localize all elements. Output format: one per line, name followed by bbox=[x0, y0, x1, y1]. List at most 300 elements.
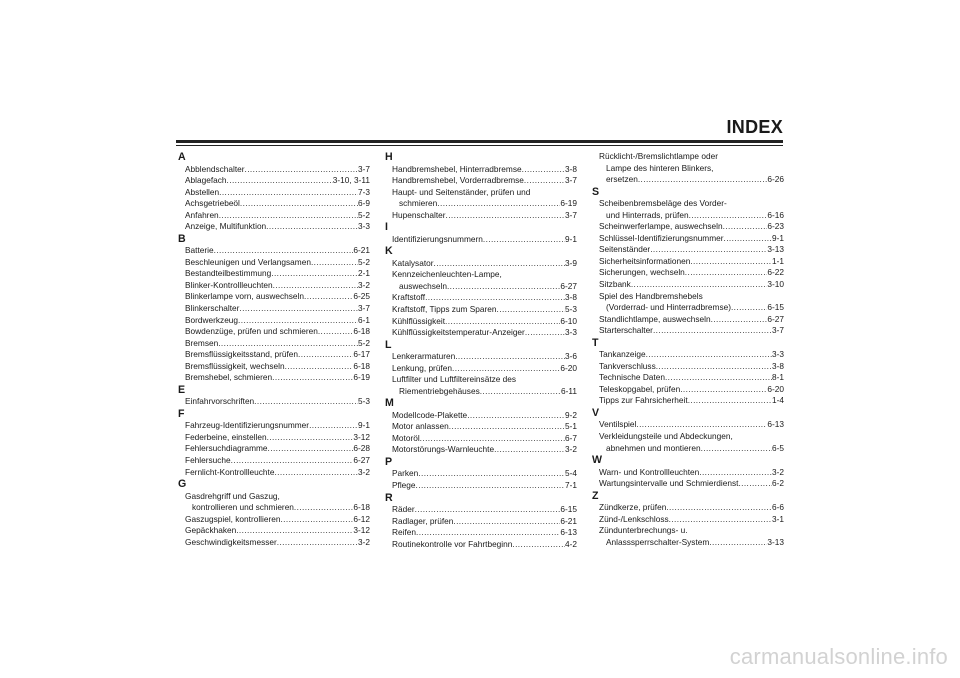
index-entry-text: Räder bbox=[392, 504, 415, 515]
index-entry[interactable] bbox=[385, 433, 577, 445]
index-entry[interactable] bbox=[178, 175, 370, 187]
index-entry-text: Sicherheitsinformationen bbox=[599, 255, 691, 266]
dot-leader bbox=[416, 480, 565, 492]
index-page-ref: 9-1 bbox=[772, 232, 784, 243]
index-entry[interactable] bbox=[592, 419, 784, 431]
index-entry-text: Technische Daten bbox=[599, 372, 665, 383]
dot-leader bbox=[219, 210, 358, 222]
index-page-ref: 3-8 bbox=[565, 163, 577, 174]
header-rule-thick bbox=[176, 140, 783, 143]
index-page-ref: 6-15 bbox=[767, 302, 784, 313]
index-entry-text: Handbremshebel, Vorderradbremse bbox=[392, 175, 524, 186]
index-page-ref: 6-18 bbox=[353, 360, 370, 371]
index-page-ref: 1-4 bbox=[772, 395, 784, 406]
index-letter-heading: E bbox=[178, 383, 186, 396]
index-entry[interactable] bbox=[592, 384, 784, 396]
index-page-ref: 3-12 bbox=[353, 525, 370, 536]
index-entry[interactable] bbox=[178, 245, 370, 257]
index-entry-text: Scheinwerferlampe, auswechseln bbox=[599, 221, 723, 232]
index-page-ref: 6-19 bbox=[560, 198, 577, 209]
index-page-ref: 6-27 bbox=[353, 455, 370, 466]
dot-leader bbox=[685, 267, 768, 279]
index-entry[interactable] bbox=[385, 444, 577, 456]
index-page-ref: 6-13 bbox=[767, 419, 784, 430]
index-entry-text: Anlasssperrschalter-System bbox=[606, 536, 710, 547]
index-entry[interactable] bbox=[178, 420, 370, 432]
index-entry[interactable] bbox=[178, 303, 370, 315]
index-entry[interactable] bbox=[592, 198, 784, 221]
dot-leader bbox=[309, 420, 358, 432]
index-letter-heading: L bbox=[385, 338, 392, 351]
index-page-ref: 1-1 bbox=[772, 255, 784, 266]
index-page-ref: 3-3 bbox=[565, 327, 577, 338]
index-entry-text: Lenkerarmaturen bbox=[392, 351, 456, 362]
index-entry-text: Lenkung, prüfen bbox=[392, 362, 452, 373]
index-entry[interactable] bbox=[592, 525, 784, 548]
index-entry-text: Modellcode-Plakette bbox=[392, 409, 468, 420]
header-rule-thin bbox=[176, 145, 783, 146]
index-letter-heading: K bbox=[385, 245, 393, 258]
index-entry[interactable] bbox=[178, 525, 370, 537]
dot-leader bbox=[254, 396, 358, 408]
index-page-ref: 3-7 bbox=[358, 163, 370, 174]
dot-leader bbox=[522, 164, 565, 176]
index-column-2 bbox=[385, 151, 577, 550]
index-entry[interactable] bbox=[385, 363, 577, 375]
index-entry[interactable] bbox=[592, 372, 784, 384]
dot-leader bbox=[218, 338, 358, 350]
dot-leader bbox=[416, 527, 560, 539]
index-entry-text: Verkleidungsteile und Abdeckungen, bbox=[599, 430, 733, 441]
index-entry-text: Federbeine, einstellen bbox=[185, 431, 267, 442]
dot-leader bbox=[437, 198, 560, 210]
index-entry[interactable] bbox=[592, 431, 784, 454]
index-entry[interactable] bbox=[592, 325, 784, 337]
index-page-ref: 6-27 bbox=[767, 313, 784, 324]
index-page-ref: 3-8 bbox=[565, 292, 577, 303]
dot-leader bbox=[267, 432, 354, 444]
index-entry-text: (Vorderrad- und Hinterradbremse) bbox=[606, 302, 731, 313]
index-entry-text: Schlüssel-Identifizierungsnummer bbox=[599, 232, 724, 243]
index-entry-text: Kraftstoff bbox=[392, 292, 426, 303]
index-entry-text: Bremsflüssigkeit, wechseln bbox=[185, 360, 285, 371]
index-page-ref: 3-7 bbox=[358, 303, 370, 314]
index-entry[interactable] bbox=[385, 304, 577, 316]
dot-leader bbox=[455, 351, 565, 363]
dot-leader bbox=[445, 316, 560, 328]
index-entry-text: Handbremshebel, Hinterradbremse bbox=[392, 163, 522, 174]
dot-leader bbox=[231, 455, 354, 467]
index-entry-text: Hupenschalter bbox=[392, 209, 446, 220]
index-entry[interactable] bbox=[385, 539, 577, 551]
index-page-ref: 6-25 bbox=[353, 291, 370, 302]
index-entry-text: Zünd-/Lenkschloss bbox=[599, 513, 669, 524]
index-page-ref: 3-3 bbox=[358, 221, 370, 232]
index-entry[interactable] bbox=[178, 349, 370, 361]
index-entry-text: Zündkerze, prüfen bbox=[599, 502, 667, 513]
index-entry[interactable] bbox=[178, 396, 370, 408]
index-entry-text: Teleskopgabel, prüfen bbox=[599, 383, 681, 394]
index-entry[interactable] bbox=[178, 315, 370, 327]
index-entry-text: Katalysator bbox=[392, 257, 434, 268]
index-letter-heading: R bbox=[385, 491, 393, 504]
index-entry[interactable] bbox=[385, 480, 577, 492]
index-page-ref: 3-13 bbox=[767, 536, 784, 547]
index-entry-text: Motorstörungs-Warnleuchte bbox=[392, 444, 495, 455]
index-entry[interactable] bbox=[385, 292, 577, 304]
dot-leader bbox=[680, 384, 767, 396]
index-entry-text: ersetzen bbox=[606, 174, 638, 185]
index-entry[interactable] bbox=[385, 164, 577, 176]
index-entry-text: Zündunterbrechungs- u. bbox=[599, 525, 688, 536]
index-entry-text: Scheibenbremsbeläge des Vorder- bbox=[599, 198, 727, 209]
index-page-ref: 8-1 bbox=[772, 372, 784, 383]
dot-leader bbox=[638, 174, 768, 186]
dot-leader bbox=[650, 244, 767, 256]
index-entry[interactable] bbox=[592, 514, 784, 526]
index-letter-heading: G bbox=[178, 478, 187, 491]
index-entry[interactable] bbox=[178, 455, 370, 467]
index-entry-text: Pflege bbox=[392, 480, 416, 491]
index-entry-text: Standlichtlampe, auswechseln bbox=[599, 313, 711, 324]
index-entry-text: schmieren bbox=[399, 198, 438, 209]
index-page-ref: 6-27 bbox=[560, 280, 577, 291]
dot-leader bbox=[214, 245, 354, 257]
index-entry-text: Ablagefach bbox=[185, 175, 227, 186]
index-entry-text: Sicherungen, wechseln bbox=[599, 267, 685, 278]
index-entry-text: Gaszugspiel, kontrollieren bbox=[185, 513, 281, 524]
index-page-ref: 3-8 bbox=[772, 360, 784, 371]
index-entry[interactable] bbox=[385, 421, 577, 433]
index-entry[interactable] bbox=[592, 395, 784, 407]
dot-leader bbox=[688, 395, 772, 407]
index-page-ref: 7-3 bbox=[358, 186, 370, 197]
index-page-ref: 3-2 bbox=[772, 466, 784, 477]
index-page-ref: 3-3 bbox=[772, 349, 784, 360]
index-entry[interactable] bbox=[385, 316, 577, 328]
index-entry[interactable] bbox=[385, 327, 577, 339]
index-entry[interactable] bbox=[178, 268, 370, 280]
index-page-ref: 7-1 bbox=[565, 480, 577, 491]
index-page-ref: 5-2 bbox=[358, 337, 370, 348]
index-entry[interactable] bbox=[592, 267, 784, 279]
index-entry[interactable] bbox=[592, 221, 784, 233]
index-letter-heading: Z bbox=[592, 489, 599, 502]
index-entry[interactable] bbox=[592, 361, 784, 373]
index-entry[interactable] bbox=[385, 351, 577, 363]
index-entry[interactable] bbox=[178, 514, 370, 526]
index-entry-text: Kühlflüssigkeitstemperatur-Anzeiger bbox=[392, 327, 525, 338]
index-entry[interactable] bbox=[178, 491, 370, 514]
index-entry-text: Bowdenzüge, prüfen und schmieren bbox=[185, 326, 318, 337]
index-entry[interactable] bbox=[385, 410, 577, 422]
index-entry-text: Haupt- und Seitenständer, prüfen und bbox=[392, 186, 531, 197]
dot-leader bbox=[268, 443, 354, 455]
index-entry-text: Motoröl bbox=[392, 432, 420, 443]
index-entry[interactable] bbox=[385, 175, 577, 187]
index-entry-text: Gasdrehgriff und Gaszug, bbox=[185, 490, 280, 501]
index-entry[interactable] bbox=[385, 258, 577, 270]
dot-leader bbox=[646, 349, 772, 361]
dot-leader bbox=[689, 210, 768, 222]
index-entry-text: Fernlicht-Kontrollleuchte bbox=[185, 466, 275, 477]
index-entry[interactable] bbox=[178, 432, 370, 444]
dot-leader bbox=[236, 525, 353, 537]
index-entry-text: Bremshebel, schmieren bbox=[185, 372, 273, 383]
index-entry-text: Motor anlassen bbox=[392, 421, 449, 432]
index-page-ref: 3-2 bbox=[565, 444, 577, 455]
index-entry-text: Bremsflüssigkeitsstand, prüfen bbox=[185, 349, 298, 360]
index-page-ref: 2-1 bbox=[358, 268, 370, 279]
index-entry[interactable] bbox=[592, 478, 784, 490]
index-column-3 bbox=[592, 151, 784, 548]
index-entry-text: Einfahrvorschriften bbox=[185, 396, 255, 407]
index-entry[interactable] bbox=[592, 244, 784, 256]
dot-leader bbox=[636, 419, 767, 431]
dot-leader bbox=[669, 514, 772, 526]
index-entry-text: Starterschalter bbox=[599, 325, 653, 336]
index-entry-text: Tankverschluss bbox=[599, 360, 656, 371]
index-entry-text: Tankanzeige bbox=[599, 349, 646, 360]
index-entry[interactable] bbox=[178, 291, 370, 303]
dot-leader bbox=[656, 361, 772, 373]
index-entry[interactable] bbox=[592, 467, 784, 479]
dot-leader bbox=[311, 257, 358, 269]
index-entry-text: Ventilspiel bbox=[599, 419, 637, 430]
dot-leader bbox=[425, 292, 565, 304]
index-entry[interactable] bbox=[178, 372, 370, 384]
dot-leader bbox=[709, 537, 767, 549]
dot-leader bbox=[294, 502, 353, 514]
dot-leader bbox=[494, 444, 565, 456]
index-page-ref: 3-2 bbox=[358, 466, 370, 477]
index-page-ref: 3-7 bbox=[565, 209, 577, 220]
dot-leader bbox=[245, 164, 358, 176]
index-entry-text: abnehmen und montieren bbox=[606, 442, 701, 453]
dot-leader bbox=[731, 302, 767, 314]
index-letter-heading: S bbox=[592, 185, 600, 198]
dot-leader bbox=[631, 279, 768, 291]
index-entry[interactable] bbox=[385, 210, 577, 222]
index-column-1 bbox=[178, 151, 370, 548]
dot-leader bbox=[227, 175, 333, 187]
index-entry-text: Fahrzeug-Identifizierungsnummer bbox=[185, 420, 310, 431]
index-entry-text: Rücklicht-/Bremslichtlampe oder bbox=[599, 151, 718, 161]
index-page-ref: 6-10 bbox=[560, 315, 577, 326]
dot-leader bbox=[304, 291, 353, 303]
index-page-ref: 6-16 bbox=[767, 209, 784, 220]
index-entry[interactable] bbox=[178, 537, 370, 549]
index-page-ref: 6-11 bbox=[561, 385, 577, 396]
dot-leader bbox=[239, 303, 358, 315]
index-page-ref: 3-2 bbox=[358, 536, 370, 547]
index-entry[interactable] bbox=[178, 467, 370, 479]
index-entry-text: Abblendschalter bbox=[185, 163, 245, 174]
index-page-ref: 6-26 bbox=[767, 174, 784, 185]
index-entry[interactable] bbox=[178, 361, 370, 373]
index-letter-heading: B bbox=[178, 232, 186, 245]
index-page-ref: 6-22 bbox=[767, 267, 784, 278]
index-entry-text: Spiel des Handbremshebels bbox=[599, 290, 703, 301]
index-page-ref: 6-2 bbox=[772, 478, 784, 489]
index-entry[interactable] bbox=[385, 516, 577, 528]
index-entry[interactable] bbox=[592, 349, 784, 361]
index-entry[interactable] bbox=[592, 256, 784, 268]
dot-leader bbox=[480, 386, 561, 398]
index-entry[interactable] bbox=[592, 502, 784, 514]
index-entry-text: Bordwerkzeug bbox=[185, 314, 239, 325]
index-entry[interactable] bbox=[592, 314, 784, 326]
index-page-ref: 3-10 bbox=[767, 278, 784, 289]
index-entry[interactable] bbox=[385, 269, 577, 292]
dot-leader bbox=[724, 233, 772, 245]
index-entry-text: Geschwindigkeitsmesser bbox=[185, 536, 277, 547]
index-entry[interactable] bbox=[178, 257, 370, 269]
index-page-ref: 6-19 bbox=[353, 372, 370, 383]
dot-leader bbox=[449, 421, 565, 433]
index-page-ref: 6-18 bbox=[353, 326, 370, 337]
dot-leader bbox=[512, 539, 565, 551]
index-page-ref: 5-4 bbox=[565, 468, 577, 479]
index-entry[interactable] bbox=[178, 164, 370, 176]
index-entry-text: Fehlersuchdiagramme bbox=[185, 443, 268, 454]
index-page-ref: 3-1 bbox=[772, 513, 784, 524]
dot-leader bbox=[446, 210, 565, 222]
index-entry-text: kontrollieren und schmieren bbox=[192, 502, 294, 513]
index-entry[interactable] bbox=[178, 198, 370, 210]
dot-leader bbox=[497, 304, 565, 316]
dot-leader bbox=[653, 325, 772, 337]
index-page-ref: 3-12 bbox=[353, 431, 370, 442]
index-entry[interactable] bbox=[385, 468, 577, 480]
index-entry-text: Identifizierungsnummern bbox=[392, 233, 483, 244]
index-entry-text: Abstellen bbox=[185, 186, 220, 197]
index-entry-text: Routinekontrolle vor Fahrtbeginn bbox=[392, 538, 513, 549]
dot-leader bbox=[711, 314, 768, 326]
index-page-ref: 9-1 bbox=[565, 233, 577, 244]
index-entry[interactable] bbox=[385, 374, 577, 397]
dot-leader bbox=[452, 363, 560, 375]
index-entry-text: Kennzeichenleuchten-Lampe, bbox=[392, 269, 502, 280]
index-page-ref: 6-17 bbox=[353, 349, 370, 360]
index-entry-text: Tipps zur Fahrsicherheit bbox=[599, 395, 688, 406]
index-page-ref: 9-1 bbox=[358, 420, 370, 431]
index-entry-text: Kraftstoff, Tipps zum Sparen bbox=[392, 303, 497, 314]
index-entry[interactable] bbox=[592, 151, 784, 186]
index-entry-text: Kühlflüssigkeit bbox=[392, 315, 446, 326]
index-entry-text: Anzeige, Multifunktion bbox=[185, 221, 267, 232]
index-entry-text: auswechseln bbox=[399, 280, 447, 291]
dot-leader bbox=[434, 258, 565, 270]
index-entry-text: Achsgetriebeöl bbox=[185, 198, 240, 209]
index-page-ref: 5-3 bbox=[358, 396, 370, 407]
index-page-ref: 5-2 bbox=[358, 209, 370, 220]
index-page-ref: 3-7 bbox=[565, 175, 577, 186]
dot-leader bbox=[274, 467, 358, 479]
index-page-ref: 6-18 bbox=[353, 502, 370, 513]
dot-leader bbox=[723, 221, 768, 233]
dot-leader bbox=[524, 175, 565, 187]
index-entry-text: Blinker-Kontrollleuchten bbox=[185, 279, 273, 290]
index-page-ref: 6-28 bbox=[353, 443, 370, 454]
dot-leader bbox=[298, 349, 353, 361]
index-entry[interactable] bbox=[385, 234, 577, 246]
index-entry-text: Bestandteilbestimmung bbox=[185, 268, 272, 279]
dot-leader bbox=[666, 502, 772, 514]
index-page-ref: 6-6 bbox=[772, 502, 784, 513]
index-page-ref: 6-20 bbox=[560, 362, 577, 373]
index-entry[interactable] bbox=[178, 210, 370, 222]
index-entry[interactable] bbox=[592, 291, 784, 314]
index-entry[interactable] bbox=[178, 326, 370, 338]
index-entry[interactable] bbox=[178, 280, 370, 292]
index-page-ref: 3-6 bbox=[565, 351, 577, 362]
dot-leader bbox=[266, 221, 358, 233]
index-page-ref: 6-20 bbox=[767, 383, 784, 394]
index-page-ref: 3-2 bbox=[358, 279, 370, 290]
index-entry[interactable] bbox=[592, 279, 784, 291]
dot-leader bbox=[701, 443, 772, 455]
index-entry-text: Lampe des hinteren Blinkers, bbox=[606, 162, 714, 173]
index-letter-heading: M bbox=[385, 397, 394, 410]
index-letter-heading: A bbox=[178, 151, 186, 163]
index-page-ref: 5-1 bbox=[565, 421, 577, 432]
page-title: INDEX bbox=[726, 117, 783, 137]
index-letter-heading: F bbox=[178, 407, 185, 420]
dot-leader bbox=[665, 372, 772, 384]
dot-leader bbox=[525, 327, 565, 339]
index-page-ref: 6-7 bbox=[565, 432, 577, 443]
index-page-ref: 3-13 bbox=[767, 244, 784, 255]
index-entry[interactable] bbox=[178, 338, 370, 350]
index-entry-text: Parken bbox=[392, 468, 419, 479]
index-entry[interactable] bbox=[178, 443, 370, 455]
index-entry-text: Warn- und Kontrollleuchten bbox=[599, 466, 700, 477]
index-entry[interactable] bbox=[592, 233, 784, 245]
dot-leader bbox=[415, 504, 561, 516]
index-entry-text: Sitzbank bbox=[599, 278, 631, 289]
index-entry[interactable] bbox=[178, 221, 370, 233]
index-entry-text: Radlager, prüfen bbox=[392, 515, 454, 526]
dot-leader bbox=[219, 187, 358, 199]
index-page-ref: 3-10, 3-11 bbox=[332, 175, 370, 186]
index-entry-text: Wartungsintervalle und Schmierdienst bbox=[599, 478, 739, 489]
index-page-ref: 3-9 bbox=[565, 257, 577, 268]
index-page-ref: 6-15 bbox=[560, 504, 577, 515]
index-entry[interactable] bbox=[385, 527, 577, 539]
dot-leader bbox=[277, 537, 358, 549]
index-entry-text: Bremsen bbox=[185, 337, 219, 348]
dot-leader bbox=[285, 361, 354, 373]
dot-leader bbox=[690, 256, 772, 268]
index-entry-text: Reifen bbox=[392, 527, 416, 538]
index-entry-text: Blinkerschalter bbox=[185, 303, 240, 314]
index-entry[interactable] bbox=[385, 504, 577, 516]
index-page-ref: 3-7 bbox=[772, 325, 784, 336]
dot-leader bbox=[420, 433, 565, 445]
index-letter-heading: T bbox=[592, 336, 599, 349]
index-page-ref: 6-9 bbox=[358, 198, 370, 209]
index-entry-text: Beschleunigen und Verlangsamen bbox=[185, 256, 311, 267]
dot-leader bbox=[280, 514, 353, 526]
index-letter-heading: P bbox=[385, 455, 393, 468]
dot-leader bbox=[483, 234, 565, 246]
index-entry[interactable] bbox=[178, 187, 370, 199]
dot-leader bbox=[273, 280, 358, 292]
index-page-ref: 4-2 bbox=[565, 538, 577, 549]
index-letter-heading: W bbox=[592, 454, 602, 467]
index-entry[interactable] bbox=[385, 187, 577, 210]
